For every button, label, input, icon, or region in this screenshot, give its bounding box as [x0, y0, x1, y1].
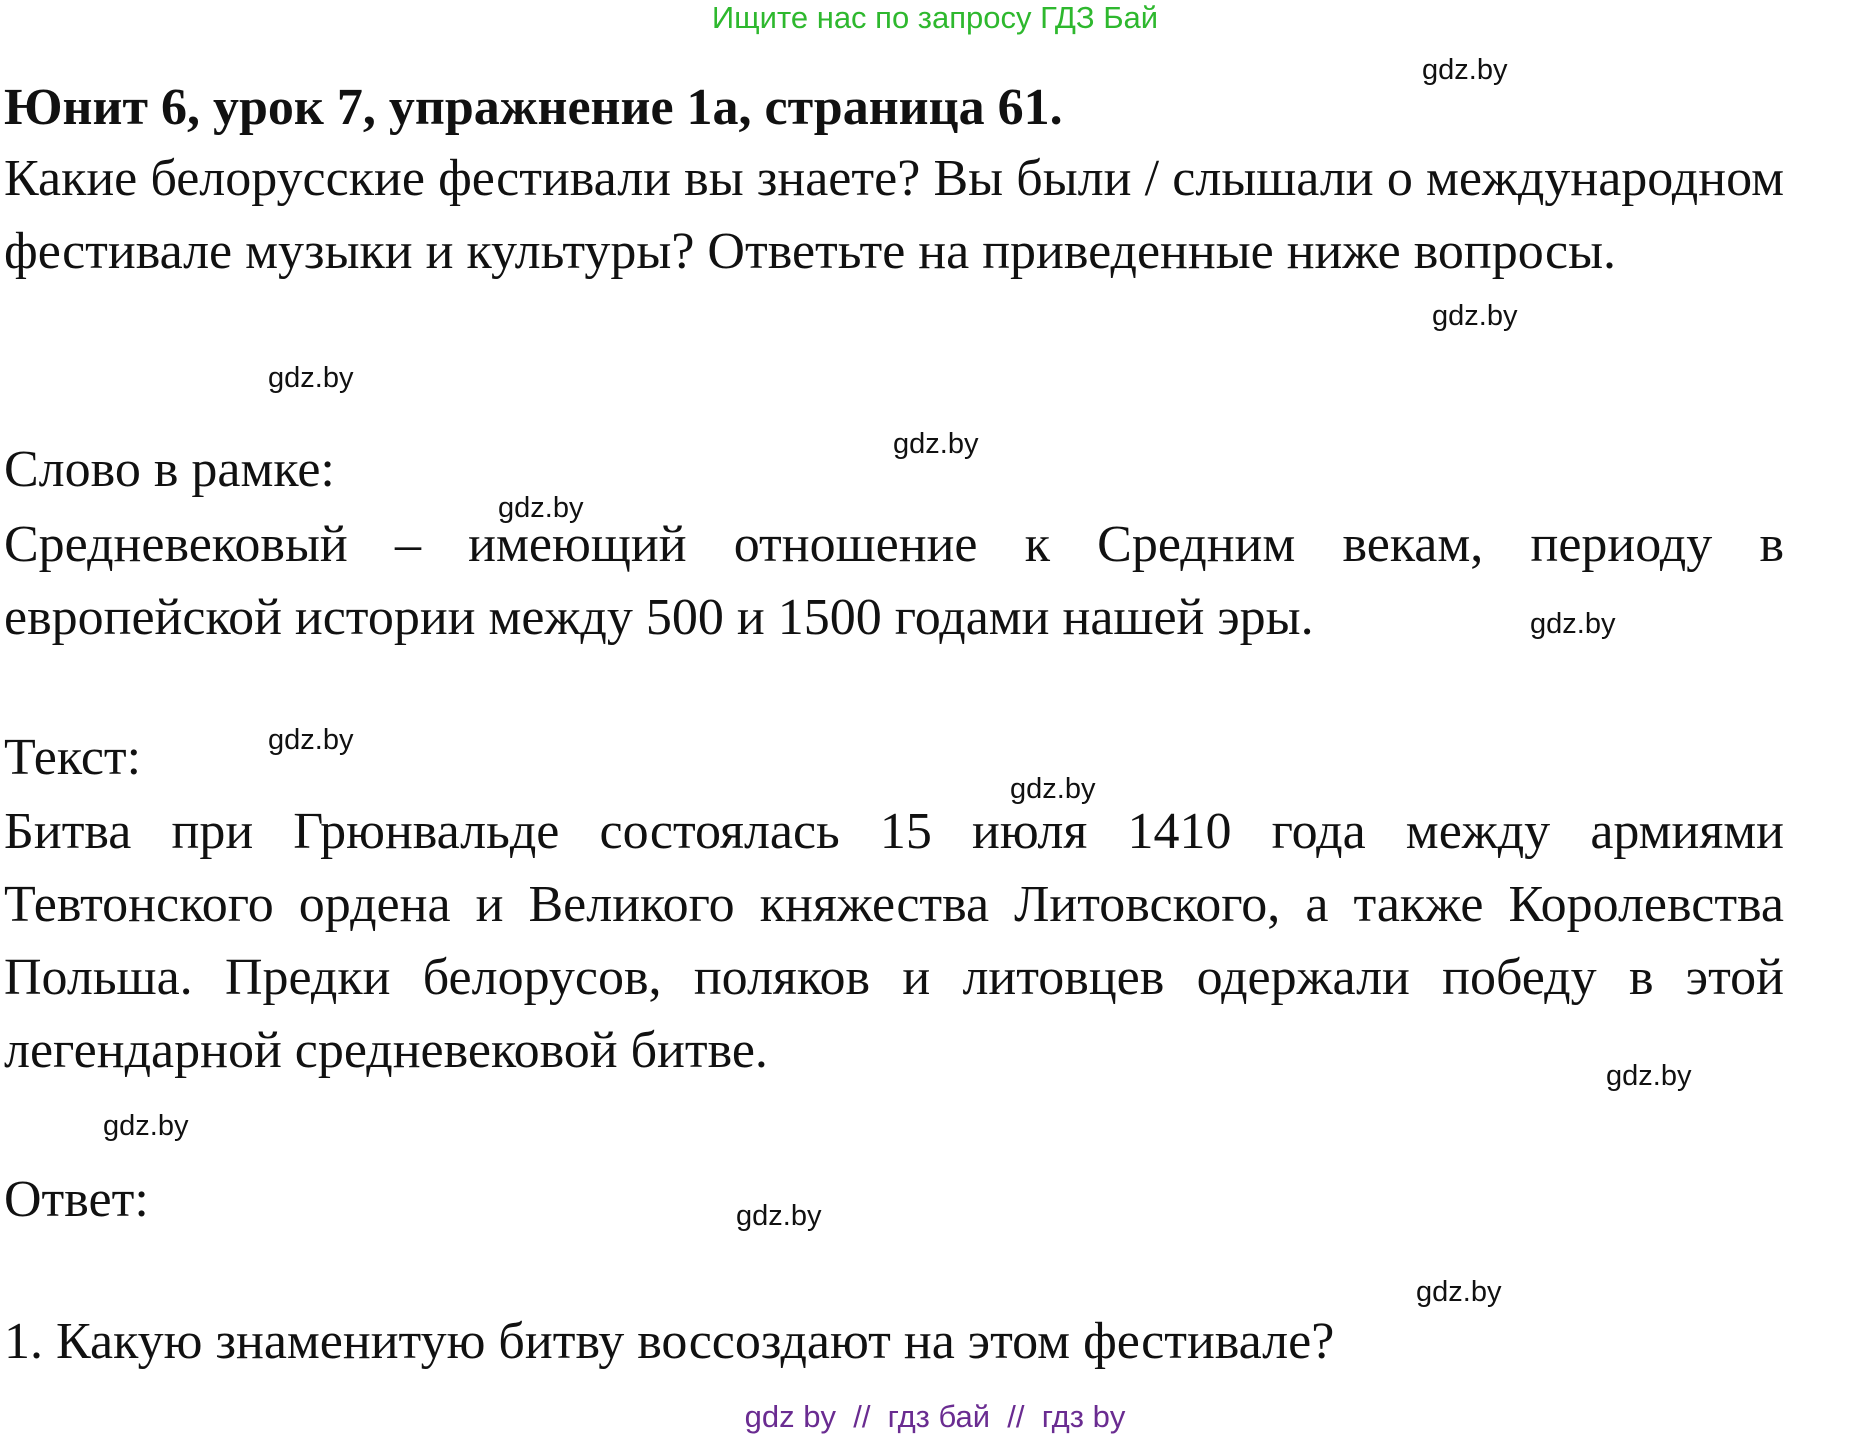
- watermark: gdz.by: [1530, 608, 1616, 640]
- task-text: Какие белорусские фестивали вы знаете? Вы были / слышали о международном фестивале музыки и культуры? Ответьте на приведенные ниже вопросы.: [4, 150, 1784, 280]
- text-section-label: Текст:: [4, 729, 142, 786]
- word-box-label: Слово в рамке:: [4, 441, 335, 498]
- watermark: gdz.by: [893, 428, 979, 460]
- watermark: gdz.by: [1010, 773, 1096, 805]
- watermark: gdz.by: [103, 1110, 189, 1142]
- watermark: gdz.by: [268, 724, 354, 756]
- text-section-body: Битва при Грюнвальде состоялась 15 июля 1410 года между армиями Тевтонского ордена и Великого княжества Литовского, а также Королевства Польша. Предки белорусов, поляков и литовцев одержали победу в этой легендарной средневековой битве.: [4, 803, 1784, 1079]
- word-box-definition: Средневековый – имеющий отношение к Средним векам, периоду в европейской истории между 500 и 1500 годами нашей эры.: [4, 516, 1784, 646]
- answer-label: Ответ:: [4, 1171, 149, 1228]
- watermark: gdz.by: [498, 492, 584, 524]
- top-banner: Ищите нас по запросу ГДЗ Бай: [711, 0, 1159, 35]
- watermark: gdz.by: [1422, 54, 1508, 86]
- footer-links: gdz by // гдз бай // гдз by: [744, 1399, 1126, 1434]
- watermark: gdz.by: [268, 362, 354, 394]
- exercise-heading: Юнит 6, урок 7, упражнение 1а, страница 61.: [4, 79, 1063, 136]
- watermark: gdz.by: [736, 1200, 822, 1232]
- watermark: gdz.by: [1606, 1060, 1692, 1092]
- answer-question-1: 1. Какую знаменитую битву воссоздают на этом фестивале?: [4, 1313, 1335, 1370]
- watermark: gdz.by: [1432, 300, 1518, 332]
- watermark: gdz.by: [1416, 1276, 1502, 1308]
